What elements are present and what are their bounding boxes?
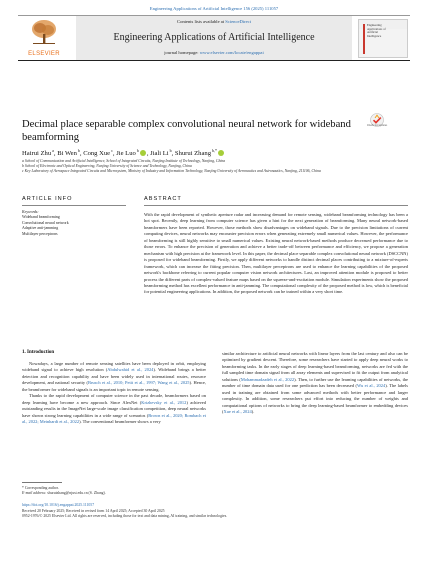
orcid-icon[interactable] <box>140 150 146 156</box>
cover-line: Intelligence <box>367 33 382 38</box>
citation-link[interactable]: Xue et al., 2024 <box>223 409 252 415</box>
journal-header <box>18 15 410 61</box>
author-name[interactable]: Bi Wen <box>57 150 77 158</box>
email-label: E-mail address: <box>22 490 47 495</box>
corresponding-author-note: * Corresponding author. <box>22 485 59 490</box>
email-line <box>22 491 206 496</box>
footnote-rule <box>22 482 62 483</box>
author-name[interactable]: Jie Luo <box>116 150 136 158</box>
author-affiliation-mark: b,* <box>211 148 217 153</box>
affiliation: c Key Laboratory of Aerospace Integrated Circuits and Microsystem, Ministry of Industry and Information Technology, Nanjing University of Aeronautics and Astronautics, Nanjing, 211106, China <box>22 169 321 173</box>
body-text: ). Then, to further use the learning capabilities of networks, the number of time domain data used for one prediction has been decreased ( <box>222 376 409 389</box>
introduction-heading: 1. Introduction <box>22 350 55 355</box>
article-history <box>22 503 412 520</box>
journal-title[interactable]: Engineering Applications of Artificial Intelligence <box>113 32 315 43</box>
affiliation: b School of Electronic and Optical Engineering, Nanjing University of Science and Technology, Nanjing, China <box>22 164 192 168</box>
author-affiliation-mark: a <box>51 148 54 153</box>
citation-link[interactable]: Brusch et al., 2010; Petit et al., 1997; Wang et al., 2025 <box>87 380 190 386</box>
body-text: ) achieved outstanding results in the ImageNet large-scale image classification competition, deep neural networks have shown strong learning capabilities in a wide range of scenarios ( <box>22 399 206 418</box>
author-separator: , <box>79 150 84 158</box>
author-separator: , <box>171 150 175 158</box>
journal-cover-image[interactable] <box>358 19 408 58</box>
journal-masthead <box>76 16 352 60</box>
body-text: ). <box>251 409 255 415</box>
body-text: ). The labels used in training are obtained from some advanced methods with better performance and larger complexity. In addition, some researchers put effort into reducing the number of weights and computational options of networks to bring the deep learning-based beamformer to embedding devices ( <box>222 383 408 415</box>
keyword[interactable]: Adaptive anti-jamming <box>22 226 59 231</box>
author-name[interactable]: Hairui Zhu <box>22 150 52 158</box>
affiliation: a School of Communication and Artificial Intelligence, School of Integrated Circuits, Nanjing Institute of Technology, Nanjing, China <box>22 159 226 163</box>
keywords-block <box>22 210 114 237</box>
body-text: Thanks to the rapid development of computer science in the past decade, beamformers based on deep learning have become a new approach. Since AlexNet ( <box>22 393 206 405</box>
body-text: ). Wideband brings a better detection and recognition capability and have been widely used in international routes, resource development, and national security ( <box>22 367 207 386</box>
homepage-line <box>76 50 352 55</box>
abstract-heading: ABSTRACT <box>144 196 182 202</box>
cover-line: Applications of <box>367 26 386 31</box>
cover-line: Engineering <box>367 23 382 27</box>
homepage-prefix: journal homepage: <box>164 50 200 55</box>
contents-prefix: Contents lists available at <box>177 19 226 24</box>
keywords-label: Keywords: <box>22 210 39 214</box>
received-dates: Received 20 February 2025; Received in revised form 14 April 2025; Accepted 30 April 2025 <box>22 508 165 513</box>
copyright-notice: 0952-1976/© 2025 Elsevier Ltd. All rights are reserved, including those for text and data mining, AI training, and similar technologies. <box>22 514 228 519</box>
body-text: similar architecture to artificial neural networks with linear layers from the last century and also can be optimized by gradient descent. Therefore, some researchers have started to apply deep neural works to beamforming tasks. In the early stages of deep learning-based beamforming, networks are fed with the full sampled time domain signal from all array elements and supervised to fit the output from analytical solutions ( <box>222 351 408 382</box>
body-text: Nowadays, a large number of remote sensing satellites have been deployed in orbit, employing wideband signal to achieve high resolution ( <box>22 361 206 373</box>
body-paragraph <box>22 361 206 393</box>
author-affiliation-mark: b <box>135 148 139 153</box>
footnote <box>22 482 206 496</box>
sciencedirect-link[interactable]: ScienceDirect <box>225 19 251 24</box>
author-separator: , <box>146 150 151 158</box>
homepage-link[interactable]: www.elsevier.com/locate/engappai <box>199 50 264 55</box>
article-title: Decimal place separable complex convolutional neural network for wideband beamforming <box>22 119 351 144</box>
body-paragraph <box>222 351 408 416</box>
author-name[interactable]: Shurui Zhang <box>174 150 211 158</box>
author-name[interactable]: Jiali Li <box>150 150 169 158</box>
journal-reference[interactable]: Engineering Applications of Artificial Intelligence 156 (2025) 111057 <box>149 6 279 11</box>
cover-stripe <box>363 24 365 54</box>
abstract-text: With the rapid development of synthetic aperture radar and increasing demand for remote sensing, wideband beamforming technology has been a hot spot. Recently, deep learning from computer science has given a hint for the next generation of beamforming. Many neural network-based beamformers have been reported. However, those methods show disadvantages on wideband signals. Due to the precision limitations of current computing devices, neural networks may encounter precision errors when generating extremely small numerical values. However, the performance of beamforming is still highly sensitive to small numerical values. Existing neural network-based methods produce decreased performance due to those errors. To enhance the precision of generation and achieve a better trade-off between performance and efficiency, we propose a generation mechanism with high precision at the framework level. In this paper, the decimal place separable complex convolutional neural network (DSCCNN) is proposed for wideband beamforming. Firstly, we apply different networks to handle distinct decimal places contributing to a mixture-of-experts framework, which can increase the fitting precision. Then, multilayer perceptrons are used to enhance the learning capabilities of the proposed network's backbone referring to current popular computer vision network architectures. Last, an improved attention module is proposed to better process the different parts of complex-valued feature maps based on the squeeze-and-excitation module. Simulation experiments show the proposed beamforming method has excellent performance in anti-jamming. The computational complexity of the proposed method is low, which is beneficial for potential engineering applications. In addition, the proposed network can be trained within a very short time. <box>144 212 408 295</box>
cover-line: Artificial <box>367 30 378 35</box>
email-address[interactable]: shuruizhang@njust.edu.cn (S. Zhang). <box>47 490 106 495</box>
author-name[interactable]: Cong Xue <box>83 150 111 158</box>
keyword[interactable]: Wideband beamforming <box>22 215 60 220</box>
article-info-rule <box>22 205 126 206</box>
publisher-name: ELSEVIER <box>28 51 60 57</box>
contents-line <box>76 19 352 24</box>
citation-link[interactable]: Wu et al., 2024 <box>356 383 386 389</box>
citation-link[interactable]: Brown et al., 2020; Rombach et al., 2022; Meinhardt et al., 2022 <box>22 412 206 425</box>
article-info-heading: ARTICLE INFO <box>22 196 73 202</box>
author-list <box>22 148 225 157</box>
citation-link[interactable]: Mohammadzadeh et al., 2022 <box>240 376 295 382</box>
author-affiliation-mark: b <box>76 148 80 153</box>
doi-link[interactable]: https://doi.org/10.1016/j.engappai.2025.111057 <box>22 503 95 507</box>
orcid-icon[interactable] <box>218 150 224 156</box>
check-for-updates-label[interactable]: Check for updates <box>366 124 388 127</box>
author-affiliation-mark: b <box>168 148 172 153</box>
affiliations <box>22 159 402 174</box>
citation-link[interactable]: Abdulwahid et al., 2024 <box>107 367 154 373</box>
body-paragraph <box>22 393 206 425</box>
introduction-left-column <box>22 361 206 426</box>
author-affiliation-mark: c <box>110 148 113 153</box>
keyword[interactable]: Multilayer perceptrons <box>22 231 58 236</box>
body-text: ). The conventional beamformer shows a very <box>79 419 161 425</box>
abstract-rule <box>144 205 408 206</box>
keyword[interactable]: Convolutional neural network <box>22 220 69 225</box>
elsevier-logo[interactable] <box>18 19 70 59</box>
author-separator: , <box>112 150 117 158</box>
elsevier-tree-icon <box>29 19 59 45</box>
body-text: ). Hence, the beamformer for wideband signals is an important topic in remote sensing. <box>22 380 206 392</box>
introduction-right-column <box>222 351 408 416</box>
check-for-updates-icon[interactable] <box>366 112 388 134</box>
citation-link[interactable]: Krizhevsky et al., 2012 <box>141 399 187 405</box>
cover-text <box>367 24 386 38</box>
author-separator: , <box>53 150 58 158</box>
